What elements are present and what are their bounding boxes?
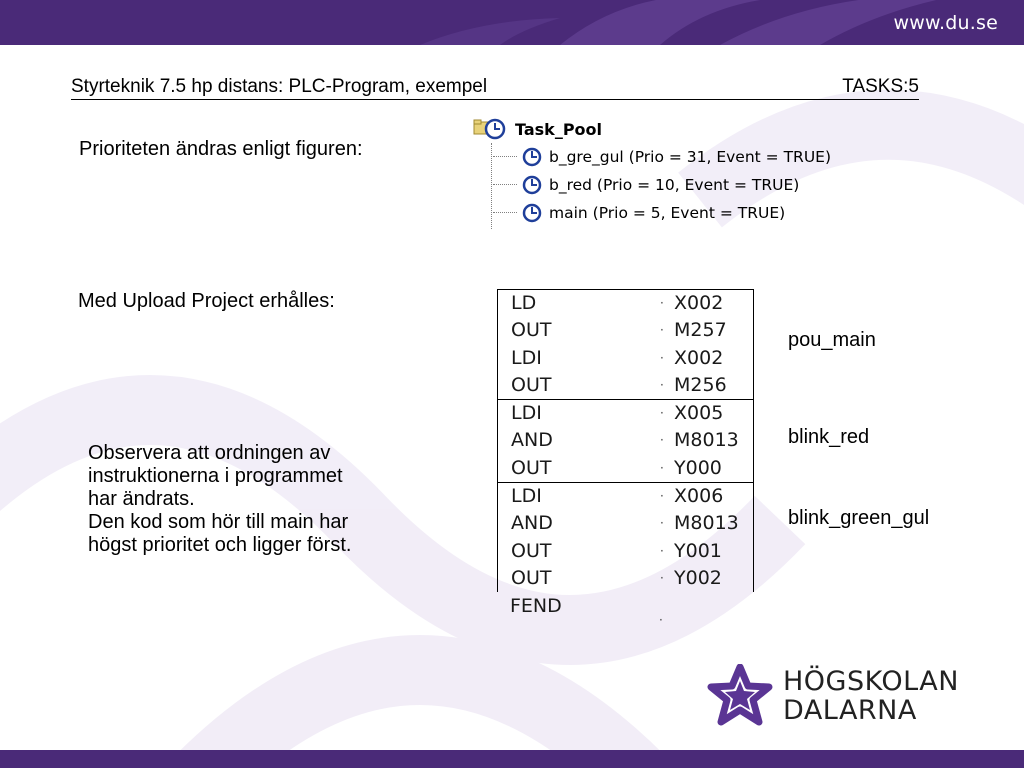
instruction-row: LDI · X002 bbox=[498, 345, 753, 372]
clock-icon bbox=[521, 146, 543, 168]
instruction-group-blink-red bbox=[497, 399, 754, 482]
task-item[interactable] bbox=[493, 145, 831, 169]
instruction-op: LDI bbox=[511, 402, 542, 425]
instruction-row: OUT · Y001 bbox=[498, 538, 753, 565]
instruction-op: OUT bbox=[511, 566, 552, 589]
instruction-group-blink-green-gul bbox=[497, 482, 754, 592]
instruction-arg: M256 bbox=[674, 373, 727, 396]
logo-text-line1: HÖGSKOLAN bbox=[783, 666, 959, 697]
task-item[interactable] bbox=[493, 201, 785, 225]
instruction-op: AND bbox=[511, 512, 553, 535]
instruction-row: OUT · M257 bbox=[498, 317, 753, 344]
header-band bbox=[0, 0, 1024, 45]
instruction-group-pou-main bbox=[497, 289, 754, 399]
header-swoosh-decoration bbox=[0, 0, 1024, 45]
instruction-list bbox=[497, 289, 754, 628]
note-line: Den kod som hör till main har bbox=[88, 511, 349, 533]
instruction-row: LD · X002 bbox=[498, 290, 753, 317]
group-label-blink-green-gul: blink_green_gul bbox=[788, 507, 930, 529]
group-label-pou-main: pou_main bbox=[788, 329, 876, 351]
instruction-op: LDI bbox=[511, 346, 542, 369]
instruction-arg: X006 bbox=[674, 485, 724, 508]
university-logo bbox=[705, 664, 995, 728]
task-item[interactable] bbox=[493, 173, 799, 197]
note-line: högst prioritet och ligger först. bbox=[88, 534, 352, 556]
task-pool-label: Task_Pool bbox=[515, 119, 603, 139]
priority-text: Prioriteten ändras enligt figuren: bbox=[79, 138, 363, 160]
instruction-arg: X002 bbox=[674, 346, 724, 369]
instruction-arg: X002 bbox=[674, 292, 724, 314]
site-url[interactable]: www.du.se bbox=[893, 12, 998, 34]
instruction-arg: Y000 bbox=[674, 456, 722, 479]
instruction-row-end: FEND · bbox=[497, 592, 754, 620]
instruction-arg: M257 bbox=[674, 319, 727, 342]
clock-icon bbox=[521, 174, 543, 196]
logo-text-line2: DALARNA bbox=[783, 695, 917, 726]
slide-id: TASKS:5 bbox=[842, 76, 919, 97]
instruction-op: OUT bbox=[511, 319, 552, 342]
instruction-arg: X005 bbox=[674, 402, 724, 425]
instruction-row: OUT · M256 bbox=[498, 372, 753, 399]
star-emblem-icon bbox=[705, 664, 775, 728]
task-pool-tree bbox=[473, 115, 873, 237]
upload-text: Med Upload Project erhålles: bbox=[78, 290, 335, 312]
instruction-arg: M8013 bbox=[674, 429, 739, 452]
clock-icon bbox=[521, 202, 543, 224]
note-line: instruktionerna i programmet bbox=[88, 465, 343, 487]
instruction-row: AND · M8013 bbox=[498, 427, 753, 454]
slide-title bbox=[71, 76, 919, 100]
instruction-row: AND · M8013 bbox=[498, 510, 753, 537]
instruction-op: AND bbox=[511, 429, 553, 452]
footer-band bbox=[0, 750, 1024, 768]
instruction-row: OUT · Y000 bbox=[498, 455, 753, 482]
task-item-label: b_red (Prio = 10, Event = TRUE) bbox=[549, 176, 800, 194]
slide-title-text: Styrteknik 7.5 hp distans: PLC-Program, exempel bbox=[71, 76, 488, 97]
instruction-arg: Y002 bbox=[674, 566, 722, 589]
note-line: Observera att ordningen av bbox=[88, 442, 331, 464]
task-pool-root bbox=[473, 117, 602, 141]
instruction-op: OUT bbox=[511, 373, 552, 396]
instruction-arg: M8013 bbox=[674, 512, 739, 535]
instruction-op: OUT bbox=[511, 539, 552, 562]
instruction-row: LDI · X006 bbox=[498, 483, 753, 510]
instruction-op: LD bbox=[511, 292, 537, 314]
order-note bbox=[88, 442, 448, 557]
tree-line bbox=[491, 143, 492, 229]
instruction-row: LDI · X005 bbox=[498, 400, 753, 427]
instruction-arg: Y001 bbox=[674, 539, 722, 562]
group-label-blink-red: blink_red bbox=[788, 426, 870, 448]
folder-clock-icon bbox=[473, 117, 509, 141]
task-item-label: b_gre_gul (Prio = 31, Event = TRUE) bbox=[549, 148, 832, 166]
instruction-op: OUT bbox=[511, 456, 552, 479]
task-item-label: main (Prio = 5, Event = TRUE) bbox=[549, 204, 786, 222]
instruction-row: OUT · Y002 bbox=[498, 565, 753, 592]
instruction-op: FEND bbox=[510, 595, 562, 618]
note-line: har ändrats. bbox=[88, 488, 195, 510]
instruction-op: LDI bbox=[511, 485, 542, 508]
